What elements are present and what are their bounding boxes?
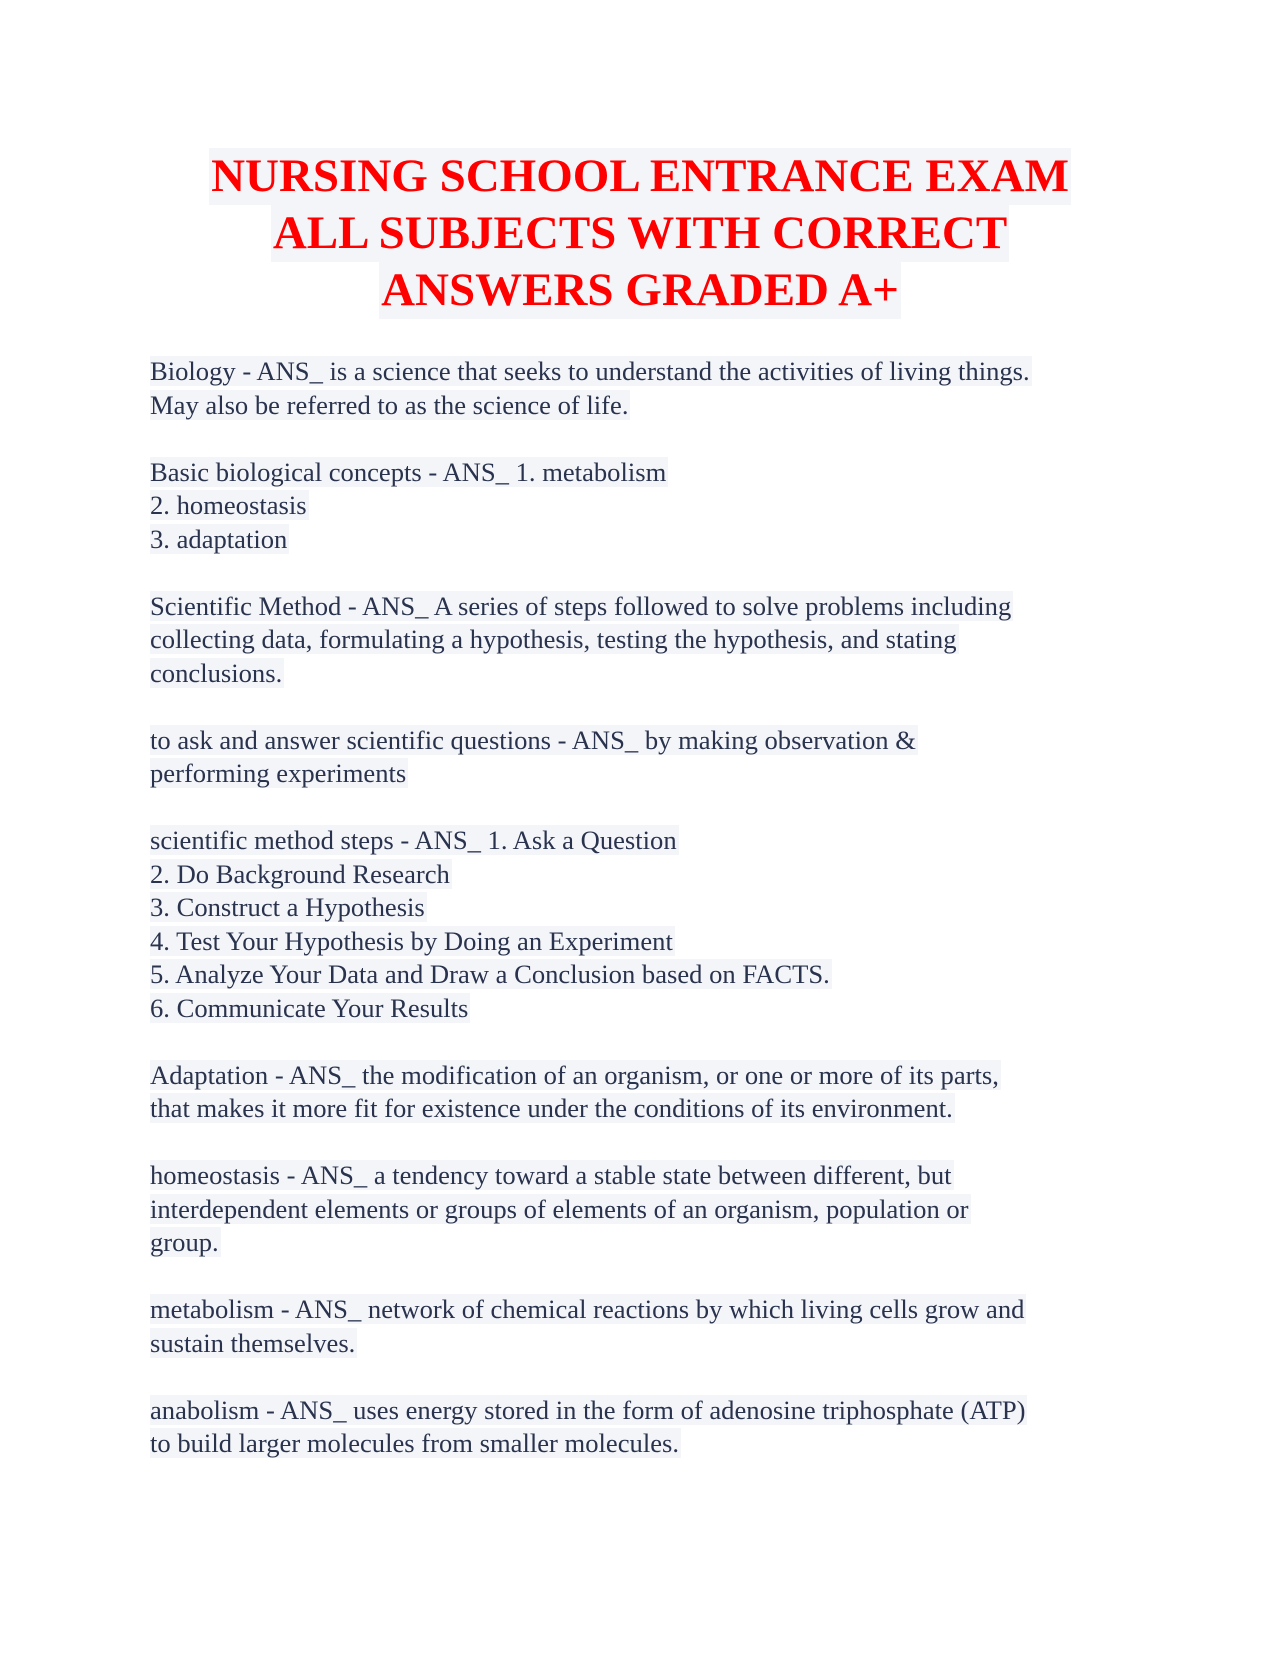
entry-homeostasis xyxy=(150,1159,1150,1260)
entry-line: 2. homeostasis xyxy=(150,490,307,520)
entry-basic-biological-concepts xyxy=(150,456,1150,557)
entry-line: Scientific Method - ANS_ A series of steps followed to solve problems including xyxy=(150,590,1012,621)
entry-line: 3. Construct a Hypothesis xyxy=(150,892,425,922)
entry-line: sustain themselves. xyxy=(150,1327,356,1358)
entry-line: 6. Communicate Your Results xyxy=(150,992,469,1023)
entry-line: to ask and answer scientific questions - ANS_ by making observation & xyxy=(150,724,916,755)
entry-line: homeostasis - ANS_ a tendency toward a stable state between different, but xyxy=(150,1160,952,1190)
entry-biology xyxy=(150,355,1150,422)
entry-scientific-method xyxy=(150,590,1150,691)
entry-line: conclusions. xyxy=(150,657,283,688)
entry-line: Basic biological concepts - ANS_ 1. metabolism xyxy=(150,456,667,487)
entry-line: metabolism - ANS_ network of chemical reactions by which living cells grow and xyxy=(150,1294,1025,1324)
entry-line: Adaptation - ANS_ the modification of an organism, or one or more of its parts, xyxy=(150,1059,999,1090)
entry-scientific-method-steps xyxy=(150,824,1150,1025)
entry-line: group. xyxy=(150,1227,219,1257)
entry-ask-and-answer xyxy=(150,724,1150,791)
entry-line: Biology - ANS_ is a science that seeks to understand the activities of living things. xyxy=(150,356,1030,386)
entry-line: collecting data, formulating a hypothesis, testing the hypothesis, and stating xyxy=(150,624,957,654)
entry-adaptation xyxy=(150,1059,1150,1126)
entry-anabolism xyxy=(150,1394,1150,1461)
entry-line: 3. adaptation xyxy=(150,523,288,554)
entry-line: to build larger molecules from smaller molecules. xyxy=(150,1428,680,1458)
entry-line: 2. Do Background Research xyxy=(150,858,450,889)
entry-line: anabolism - ANS_ uses energy stored in the form of adenosine triphosphate (ATP) xyxy=(150,1394,1026,1425)
document-title xyxy=(0,148,1280,319)
entry-metabolism xyxy=(150,1293,1150,1360)
entry-line: scientific method steps - ANS_ 1. Ask a Question xyxy=(150,825,677,855)
entry-line: May also be referred to as the science of life. xyxy=(150,389,629,420)
title-line-3: ANSWERS GRADED A+ xyxy=(379,262,901,319)
title-line-1: NURSING SCHOOL ENTRANCE EXAM xyxy=(209,148,1071,205)
entry-line: performing experiments xyxy=(150,758,407,788)
entry-line: 5. Analyze Your Data and Draw a Conclusion based on FACTS. xyxy=(150,959,830,989)
entry-line: that makes it more fit for existence under the conditions of its environment. xyxy=(150,1093,953,1123)
title-line-2: ALL SUBJECTS WITH CORRECT xyxy=(271,205,1009,262)
document-body xyxy=(150,355,1150,1494)
entry-line: 4. Test Your Hypothesis by Doing an Experiment xyxy=(150,925,673,956)
entry-line: interdependent elements or groups of elements of an organism, population or xyxy=(150,1193,969,1224)
